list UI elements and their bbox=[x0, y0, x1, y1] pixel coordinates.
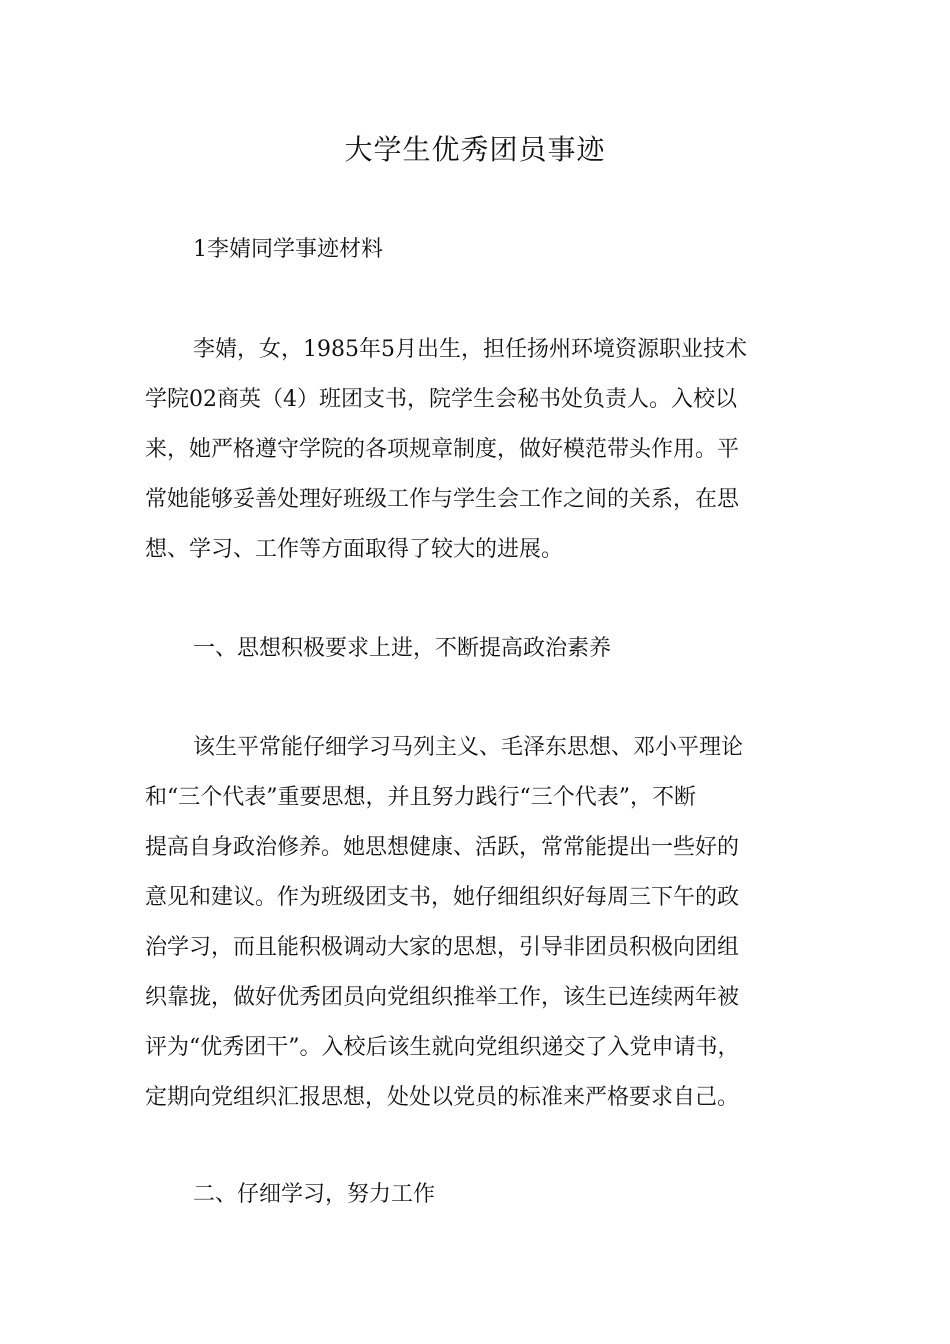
section1-line: 提高自身政治修养。她思想健康、活跃，常常能提出一些好的 bbox=[145, 835, 740, 860]
intro-line: 李婧，女，1985年5月出生，担任扬州环境资源职业技术 bbox=[193, 337, 747, 362]
section1-heading: 一、思想积极要求上进，不断提高政治素养 bbox=[193, 636, 612, 661]
intro-line: 来，她严格遵守学院的各项规章制度，做好模范带头作用。平 bbox=[145, 437, 740, 462]
intro-line: 想、学习、工作等方面取得了较大的进展。 bbox=[145, 537, 564, 562]
document-title: 大学生优秀团员事迹 bbox=[344, 133, 606, 166]
section1-line: 意见和建议。作为班级团支书，她仔细组织好每周三下午的政 bbox=[145, 885, 740, 910]
section1-line: 和“三个代表”重要思想，并且努力践行“三个代表”，不断 bbox=[145, 785, 696, 810]
section1-line: 该生平常能仔细学习马列主义、毛泽东思想、邓小平理论 bbox=[193, 735, 744, 760]
document-subtitle: 1李婧同学事迹材料 bbox=[193, 237, 383, 262]
section1-line: 治学习，而且能积极调动大家的思想，引导非团员积极向团组 bbox=[145, 935, 740, 960]
section2-heading: 二、仔细学习，努力工作 bbox=[193, 1182, 436, 1207]
section1-line: 定期向党组织汇报思想，处处以党员的标准来严格要求自己。 bbox=[145, 1085, 740, 1110]
intro-line: 常她能够妥善处理好班级工作与学生会工作之间的关系，在思 bbox=[145, 487, 740, 512]
section1-line: 评为“优秀团干”。入校后该生就向党组织递交了入党申请书， bbox=[145, 1035, 740, 1060]
intro-line: 学院02商英（4）班团支书，院学生会秘书处负责人。入校以 bbox=[145, 387, 737, 412]
section1-line: 织靠拢，做好优秀团员向党组织推举工作，该生已连续两年被 bbox=[145, 985, 740, 1010]
intro-paragraph bbox=[145, 325, 835, 575]
section1-paragraph bbox=[145, 723, 835, 1123]
